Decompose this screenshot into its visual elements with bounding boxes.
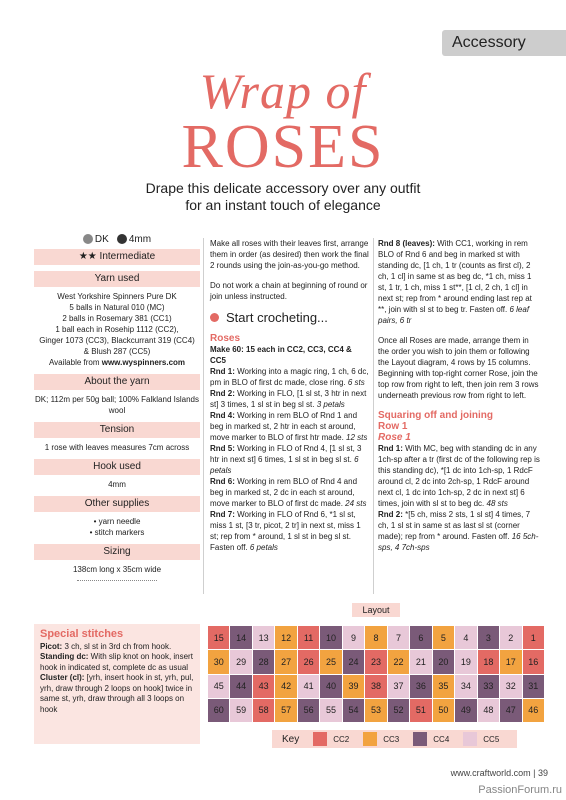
yarn-line: Ginger 1073 (CC3), Blackcurrant 319 (CC4): [39, 336, 195, 345]
layout-label: Layout: [352, 603, 400, 617]
stitch-term: Standing dc:: [40, 652, 89, 661]
round-label: Rnd 2:: [210, 389, 235, 398]
layout-cell: 25: [320, 650, 341, 673]
layout-cell: 13: [253, 626, 274, 649]
instructions-column-1: [210, 238, 370, 553]
round-text: *[5 ch, miss 2 sts, 1 sl st] 4 times, 7 ch, 1 sl st in same st as last sl st (corner made); rep from * around. Fasten off.: [378, 510, 531, 541]
title-line-2: ROSES: [181, 113, 385, 181]
special-stitches-box: [34, 624, 200, 744]
round-instruction: [378, 443, 540, 509]
layout-cell: 26: [298, 650, 319, 673]
key-swatch-cc3: [363, 732, 377, 746]
round-text: Working in FLO, [1 sl st, 3 htr in next st] 3 times, 1 sl st in beg sl st.: [210, 389, 367, 409]
layout-cell: 44: [230, 675, 251, 698]
subtitle-line-2: for an instant touch of elegance: [185, 197, 381, 213]
round-count: 6 sts: [347, 378, 365, 387]
layout-cell: 59: [230, 699, 251, 722]
color-key: [272, 730, 517, 748]
round-count: 12 sts: [346, 433, 368, 442]
layout-cell: 32: [500, 675, 521, 698]
stitch-def: [40, 673, 194, 715]
layout-cell: 42: [275, 675, 296, 698]
layout-cell: 35: [433, 675, 454, 698]
layout-cell: 56: [298, 699, 319, 722]
instructions-column-2: [378, 238, 540, 553]
round-label: Rnd 7:: [210, 510, 235, 519]
round-label: Rnd 5:: [210, 444, 235, 453]
round-instruction: [210, 388, 370, 410]
layout-cell: 52: [388, 699, 409, 722]
round-text: Working in FLO of Rnd 6, *1 sl st, miss 1 st, [3 tr, picot, 2 tr] in next st, miss 1 st; rep from * around, 1 sl st in beg sl st. Fasten off.: [210, 510, 361, 552]
round-count: 6 petals: [249, 543, 278, 552]
layout-cell: 30: [208, 650, 229, 673]
stitch-text: With slip knot on hook, insert hook in indicated st, complete dc as usual: [40, 652, 193, 672]
start-crocheting-heading: [210, 312, 370, 323]
column-divider: [203, 238, 204, 594]
round-instruction: [210, 410, 370, 443]
title-line-1: Wrap of: [199, 63, 367, 119]
layout-cell: 4: [455, 626, 476, 649]
layout-cell: 33: [478, 675, 499, 698]
layout-cell: 37: [388, 675, 409, 698]
stitch-text: 3 ch, sl st in 3rd ch from hook.: [62, 641, 172, 651]
layout-cell: 46: [523, 699, 544, 722]
round-count: 6 petals: [210, 455, 359, 475]
column-divider: [373, 238, 374, 594]
about-yarn-heading: About the yarn: [34, 374, 200, 390]
layout-cell: 49: [455, 699, 476, 722]
layout-cell: 2: [500, 626, 521, 649]
roses-heading: Roses: [210, 333, 241, 344]
yarn-used-list: [34, 291, 200, 368]
yarn-ball-icon: [83, 234, 93, 244]
round-instruction: [210, 509, 370, 553]
round-count: 6 leaf pairs, 6 tr: [378, 305, 530, 325]
row-1-heading: Row 1: [378, 421, 408, 432]
layout-cell: 6: [410, 626, 431, 649]
subtitle-line-1: Drape this delicate accessory over any outfit: [145, 180, 421, 196]
layout-cell: 51: [410, 699, 431, 722]
round-text: Working in FLO of Rnd 4, [1 sl st, 3 htr in next st] 6 times, 1 sl st in beg sl st.: [210, 444, 362, 464]
round-count: 48 sts: [486, 499, 508, 508]
round-instruction: [378, 509, 540, 553]
layout-cell: 43: [253, 675, 274, 698]
round-text: With CC1, working in rem BLO of Rnd 6 and beg in marked st with standing dc, [1 ch, 1 tr (counts as first cl), 2 ch, 1 cl] in same st as beg dc, *1 ch, miss 1 st, 1 tr, 1 ch, miss 1 st**, [1 cl, 2 ch, 1 cl] in next st; rep from * around ending last rep at **, join with sl st to beg tr. Fasten off.: [378, 239, 532, 314]
layout-cell: 1: [523, 626, 544, 649]
hook-icon: [117, 234, 127, 244]
availability: [34, 357, 200, 368]
yarn-line: 1 ball each in Rosehip 1112 (CC2),: [55, 325, 179, 334]
key-swatch-cc4: [413, 732, 427, 746]
sizing-text: 138cm long x 35cm wide: [72, 565, 162, 574]
section-tab: Accessory: [442, 30, 566, 56]
skill-level: ★★ Intermediate: [34, 249, 200, 265]
key-code: CC4: [433, 734, 450, 744]
layout-cell: 9: [343, 626, 364, 649]
key-label: Key: [282, 733, 300, 745]
layout-cell: 8: [365, 626, 386, 649]
layout-cell: 10: [320, 626, 341, 649]
layout-cell: 60: [208, 699, 229, 722]
round-label: Rnd 1:: [210, 367, 235, 376]
layout-cell: 57: [275, 699, 296, 722]
round-text: Working in rem BLO of Rnd 1 and beg in marked st, 2 htr in each st around, move marker to BLO of first htr made.: [210, 411, 358, 442]
stitch-def: [40, 652, 194, 673]
stitch-def: [40, 642, 194, 653]
make-line: Make 60: 15 each in CC2, CC3, CC4 & CC5: [210, 345, 352, 365]
yarn-weight-hook: [34, 234, 200, 245]
layout-cell: 18: [478, 650, 499, 673]
joining-paragraph: Once all Roses are made, arrange them in the order you wish to join them or following the Layout diagram, 4 rows by 15 columns. Beginning with top-right corner Rose, join the top row from right to left, then join rem 3 rows underneath previous row from right to left.: [378, 336, 539, 400]
key-swatch-cc5: [463, 732, 477, 746]
layout-cell: 38: [365, 675, 386, 698]
sizing-heading: Sizing: [34, 544, 200, 560]
page-footer: www.craftworld.com | 39: [450, 768, 548, 778]
weight-info: [83, 234, 109, 245]
stitch-term: Cluster (cl):: [40, 673, 85, 682]
layout-cell: 17: [500, 650, 521, 673]
intro-paragraph: Do not work a chain at beginning of round or join unless instructed.: [210, 281, 368, 301]
subtitle: [0, 180, 566, 214]
supply-item: • yarn needle: [93, 517, 141, 526]
page-number: 39: [537, 768, 548, 778]
layout-cell: 53: [365, 699, 386, 722]
layout-cell: 24: [343, 650, 364, 673]
divider: [77, 580, 157, 581]
round-label: Rnd 4:: [210, 411, 235, 420]
stitch-term: Picot:: [40, 641, 63, 651]
layout-cell: 58: [253, 699, 274, 722]
hook-text: 4mm: [108, 480, 126, 489]
layout-grid: [208, 626, 544, 722]
layout-cell: 54: [343, 699, 364, 722]
layout-cell: 34: [455, 675, 476, 698]
round-text: With MC, beg with standing dc in any 1ch-sp after a tr (first dc of the following rep is this standing dc), *[1 dc into 1ch-sp, 1 RdcF around cl, 2 dc into 2ch-sp, 1 RdcF around next cl, 1 dc into 1ch-sp, 2 dc in next st] 6 times, join with sl st to beg dc.: [378, 444, 540, 508]
round-text: Working in rem BLO of Rnd 4 and beg in marked st, 2 dc in each st around, move marker to BLO of first dc made.: [210, 477, 358, 508]
hook-info: [117, 234, 151, 245]
sidebar: [34, 234, 200, 581]
layout-cell: 41: [298, 675, 319, 698]
layout-cell: 19: [455, 650, 476, 673]
layout-cell: 12: [275, 626, 296, 649]
round-count: 16 5ch-sps, 4 7ch-sps: [378, 532, 539, 552]
round-instruction: [210, 443, 370, 476]
layout-cell: 29: [230, 650, 251, 673]
layout-cell: 48: [478, 699, 499, 722]
layout-cell: 50: [433, 699, 454, 722]
round-label: Rnd 2:: [378, 510, 403, 519]
yarn-used-heading: Yarn used: [34, 271, 200, 287]
layout-cell: 47: [500, 699, 521, 722]
yarn-line: West Yorkshire Spinners Pure DK: [57, 292, 177, 301]
round-instruction: [210, 366, 370, 388]
round-instruction: [378, 238, 540, 326]
rose-1-heading: Rose 1: [378, 432, 411, 443]
key-code: CC2: [333, 734, 350, 744]
yarn-line: 2 balls in Rosemary 381 (CC1): [62, 314, 172, 323]
round-text: Working into a magic ring, 1 ch, 6 dc, pm in BLO of first dc made, close ring.: [210, 367, 369, 387]
intro-paragraph: Make all roses with their leaves first, arrange them in order (as desired) then work the final 2 rounds using the join-as-you-go method.: [210, 239, 369, 270]
layout-cell: 7: [388, 626, 409, 649]
layout-cell: 23: [365, 650, 386, 673]
layout-cell: 11: [298, 626, 319, 649]
layout-cell: 21: [410, 650, 431, 673]
tension-heading: Tension: [34, 422, 200, 438]
footer-site[interactable]: www.craftworld.com: [450, 768, 531, 778]
layout-cell: 45: [208, 675, 229, 698]
round-count: 3 petals: [316, 400, 345, 409]
about-yarn-text: DK; 112m per 50g ball; 100% Falkland Islands wool: [35, 395, 199, 415]
round-count: 24 sts: [345, 499, 367, 508]
layout-cell: 55: [320, 699, 341, 722]
bullet-icon: [210, 313, 219, 322]
key-code: CC5: [483, 734, 500, 744]
layout-cell: 39: [343, 675, 364, 698]
layout-cell: 16: [523, 650, 544, 673]
layout-cell: 27: [275, 650, 296, 673]
supplier-link[interactable]: www.wyspinners.com: [101, 358, 186, 367]
hook-label: 4mm: [128, 234, 152, 245]
layout-cell: 15: [208, 626, 229, 649]
key-code: CC3: [383, 734, 400, 744]
layout-cell: 20: [433, 650, 454, 673]
stitch-text: [yrh, insert hook in st, yrh, pul, yrh, draw through 2 loops on hook] twice in same st, yrh, draw through all 3 loops on hook: [40, 673, 194, 714]
round-instruction: [210, 476, 370, 509]
start-label: Start crocheting...: [226, 310, 328, 325]
special-stitches-heading: Special stitches: [40, 628, 124, 640]
layout-cell: 14: [230, 626, 251, 649]
supply-item: • stitch markers: [89, 528, 145, 537]
yarn-line: 5 balls in Natural 010 (MC): [69, 303, 165, 312]
round-label: Rnd 1:: [378, 444, 403, 453]
layout-cell: 3: [478, 626, 499, 649]
round-label: Rnd 6:: [210, 477, 235, 486]
key-swatch-cc2: [313, 732, 327, 746]
layout-cell: 22: [388, 650, 409, 673]
watermark: PassionForum.ru: [478, 784, 562, 796]
layout-cell: 5: [433, 626, 454, 649]
layout-cell: 36: [410, 675, 431, 698]
layout-cell: 31: [523, 675, 544, 698]
layout-cell: 28: [253, 650, 274, 673]
supplies-heading: Other supplies: [34, 496, 200, 512]
yarn-line: & Blush 287 (CC5): [83, 347, 151, 356]
weight-label: DK: [94, 234, 109, 245]
hook-heading: Hook used: [34, 459, 200, 475]
tension-text: 1 rose with leaves measures 7cm across: [44, 443, 190, 452]
available-prefix: Available from: [48, 358, 102, 367]
layout-cell: 40: [320, 675, 341, 698]
squaring-heading: Squaring off and joining: [378, 410, 493, 421]
round-label: Rnd 8 (leaves):: [378, 239, 435, 248]
